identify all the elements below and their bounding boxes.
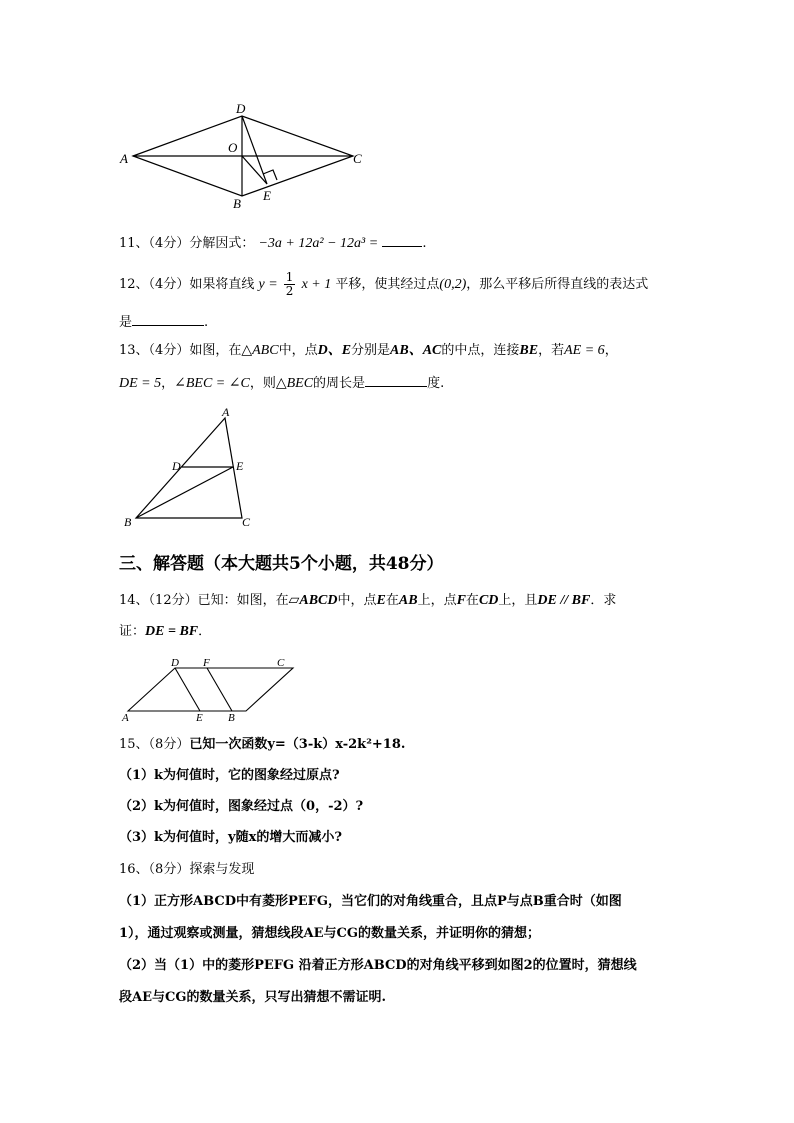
label-a: A [122, 712, 129, 724]
label-c: C [353, 151, 362, 166]
question-14: 14、（12分）已知：如图，在▱ABCD中，点E在AB上，点F在CD上，且DE // BF．求 [119, 593, 617, 608]
q13-answer-blank[interactable] [365, 372, 427, 387]
question-15-part2: （2）k为何值时，图象经过点（0，-2）? [119, 799, 364, 814]
label-a: A [120, 151, 128, 166]
label-d: D [171, 657, 179, 669]
segment-oe [242, 156, 267, 184]
question-12-line2: 是 . [119, 311, 208, 333]
label-c: C [242, 515, 251, 529]
label-o: O [228, 140, 238, 155]
triangle-abc [136, 418, 242, 518]
label-b: B [233, 196, 241, 211]
fraction-one-half: $\frac{1}{2}$ [285, 270, 294, 298]
section-title: 三、解答题（本大题共5个小题，共48分） [119, 554, 444, 574]
question-16-part1-line1: （1）正方形ABCD中有菱形PEFG，当它们的对角线重合，且点P与点B重合时（如图 [119, 894, 622, 909]
label-e: E [196, 712, 203, 724]
segment-bf [207, 668, 232, 711]
figure-parallelogram [118, 655, 303, 725]
label-c: C [277, 657, 285, 669]
figure-rhombus [115, 100, 375, 215]
label-e: E [236, 459, 244, 473]
label-d: D [236, 101, 246, 116]
question-15-part1: （1）k为何值时，它的图象经过原点? [119, 768, 340, 783]
question-13: 13、（4分）如图，在△ABC中，点D、E分别是AB、AC的中点，连接BE，若AE = 6， [119, 343, 618, 358]
label-e: E [263, 188, 271, 203]
label-f: F [203, 657, 210, 669]
q11-expression: −3a + 12a² − 12a³ = [258, 236, 379, 251]
question-16: 16、（8分）探索与发现 [119, 862, 255, 877]
q12-answer-blank[interactable] [132, 311, 204, 326]
question-16-part2-line1: （2）当（1）中的菱形PEFG 沿着正方形ABCD的对角线平移到如图2的位置时，猜想线 [119, 958, 637, 973]
label-a: A [222, 405, 230, 419]
question-16-part1-line2: 1），通过观察或测量，猜想线段AE与CG的数量关系，并证明你的猜想； [119, 926, 540, 941]
question-14-line2: 证：DE = BF． [119, 624, 212, 639]
question-12: 12、（4分）如果将直线 y = $\frac{1}{2}$ x + 1 平移，使其经过点(0,2)，那么平移后所得直线的表达式 [119, 270, 649, 298]
segment-be [136, 467, 233, 518]
figure-triangle [118, 402, 268, 532]
label-b: B [124, 515, 132, 529]
label-b: B [228, 712, 235, 724]
question-15: 15、（8分）已知一次函数y=（3-k）x-2k²+18. [119, 737, 406, 752]
q11-answer-blank[interactable] [382, 232, 422, 247]
label-d: D [172, 459, 181, 473]
question-16-part2-line2: 段AE与CG的数量关系，只写出猜想不需证明. [119, 990, 386, 1005]
question-13-line2: DE = 5，∠BEC = ∠C，则△BEC的周长是 度. [119, 372, 444, 394]
question-15-part3: （3）k为何值时，y随x的增大而减小? [119, 830, 342, 845]
segment-de [175, 668, 200, 711]
question-11: 11、（4分）分解因式： −3a + 12a² − 12a³ = . [119, 232, 426, 254]
